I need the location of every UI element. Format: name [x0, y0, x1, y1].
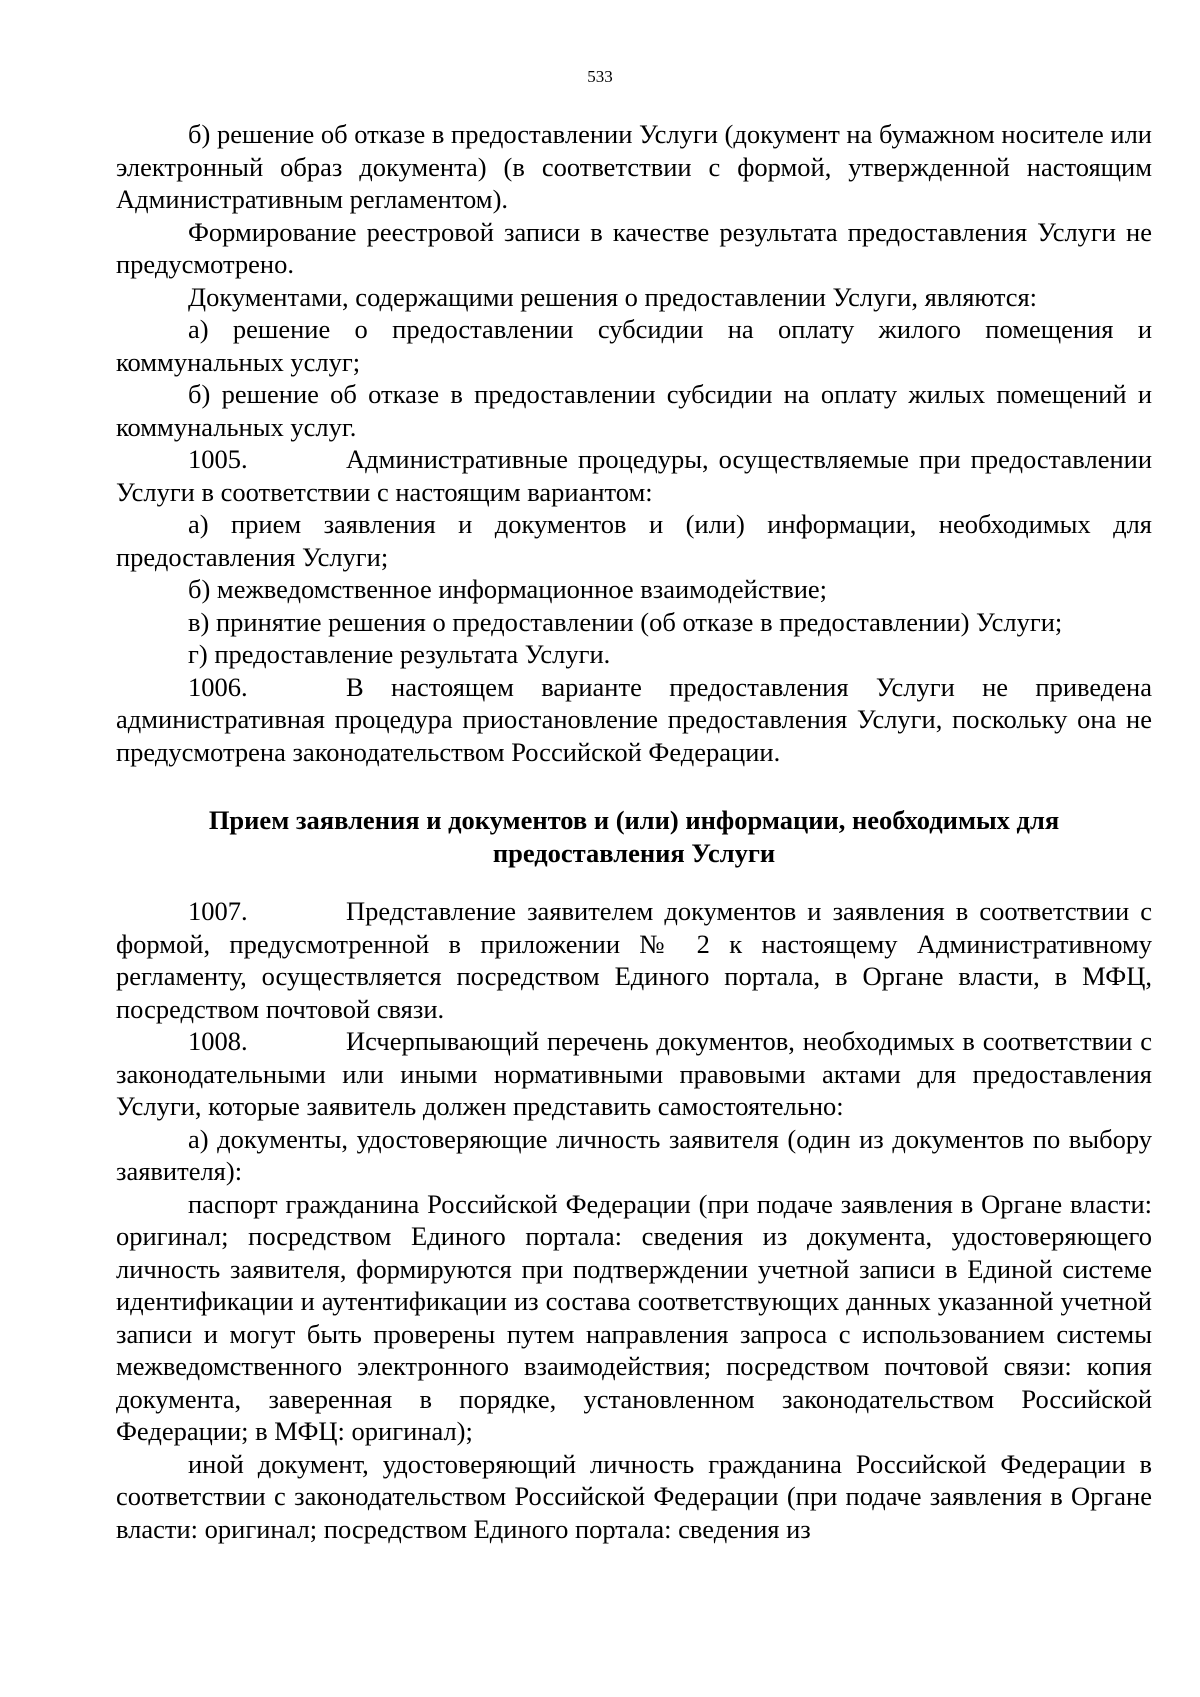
paragraph	[116, 281, 1152, 314]
paragraph-text: б) решение об отказе в предоставлении Услуги (документ на бумажном носителе или электронный образ документа) (в соответствии с формой, утвержденной настоящим Административным регламентом).	[116, 119, 1152, 214]
paragraph-text: б) решение об отказе в предоставлении субсидии на оплату жилых помещений и коммунальных услуг.	[116, 379, 1152, 442]
paragraph-text: Формирование реестровой записи в качестве результата предоставления Услуги не предусмотрено.	[116, 216, 1152, 279]
paragraph	[116, 638, 1152, 671]
paragraph	[116, 1448, 1152, 1546]
paragraph	[116, 606, 1152, 639]
paragraph	[116, 216, 1152, 281]
paragraphs-before-heading	[116, 118, 1152, 768]
page-number: 533	[587, 67, 613, 86]
paragraph	[116, 671, 1152, 769]
paragraph-text: Представление заявителем документов и заявления в соответствии с формой, предусмотренной в приложении № 2 к настоящему Административному регламенту, осуществляется посредством Единого портала, в Органе власти, в МФЦ, посредством почтовой связи.	[116, 896, 1152, 1024]
paragraph	[116, 508, 1152, 573]
paragraph-number: 1007.	[188, 896, 248, 926]
paragraph	[116, 573, 1152, 606]
paragraph-text: Административные процедуры, осуществляемые при предоставлении Услуги в соответствии с настоящим вариантом:	[116, 444, 1152, 507]
paragraph-number: 1005.	[188, 444, 248, 474]
paragraph-text: а) решение о предоставлении субсидии на оплату жилого помещения и коммунальных услуг;	[116, 314, 1152, 377]
paragraph-text: иной документ, удостоверяющий личность гражданина Российской Федерации в соответствии с законодательством Российской Федерации (при подаче заявления в Органе власти: оригинал; посредством Единого портала: сведения из	[116, 1448, 1152, 1544]
paragraph	[116, 1123, 1152, 1188]
paragraph	[116, 1025, 1152, 1123]
paragraph-text: Документами, содержащими решения о предоставлении Услуги, являются:	[188, 281, 1038, 312]
paragraph	[116, 1188, 1152, 1448]
paragraphs-after-heading	[116, 895, 1152, 1545]
paragraph-text: а) документы, удостоверяющие личность заявителя (один из документов по выбору заявителя):	[116, 1123, 1152, 1186]
paragraph-text: в) принятие решения о предоставлении (об отказе в предоставлении) Услуги;	[188, 606, 1063, 637]
paragraph-number: 1006.	[188, 671, 248, 702]
paragraph	[116, 118, 1152, 216]
paragraph	[116, 313, 1152, 378]
paragraph	[116, 895, 1152, 1025]
document-body	[116, 118, 1152, 1545]
paragraph-text: б) межведомственное информационное взаимодействие;	[188, 574, 828, 604]
paragraph-number: 1008.	[188, 1026, 248, 1056]
paragraph-text: а) прием заявления и документов и (или) информации, необходимых для предоставления Услуги;	[116, 509, 1152, 572]
paragraph-text: паспорт гражданина Российской Федерации (при подаче заявления в Органе власти: оригинал; посредством Единого портала: сведения из документа, удостоверяющего личность заявителя, формируются при подтверждении учетной записи в Единой системе идентификации и аутентификации из состава соответствующих данных указанной учетной записи и могут быть проверены путем направления запроса с использованием системы межведомственного электронного взаимодействия; посредством почтовой связи: копия документа, заверенная в порядке, установленном законодательством Российской Федерации; в МФЦ: оригинал);	[116, 1188, 1152, 1446]
paragraph-text: г) предоставление результата Услуги.	[188, 639, 611, 669]
paragraph	[116, 378, 1152, 443]
paragraph	[116, 443, 1152, 508]
section-heading: Прием заявления и документов и (или) информации, необходимых для предоставления Услуги	[208, 805, 1060, 868]
paragraph-text: В настоящем варианте предоставления Услуги не приведена административная процедура приостановление предоставления Услуги, поскольку она не предусмотрена законодательством Российской Федерации.	[116, 671, 1152, 767]
paragraph-text: Исчерпывающий перечень документов, необходимых в соответствии с законодательными или иными нормативными правовыми актами для предоставления Услуги, которые заявитель должен представить самостоятельно:	[116, 1026, 1152, 1121]
